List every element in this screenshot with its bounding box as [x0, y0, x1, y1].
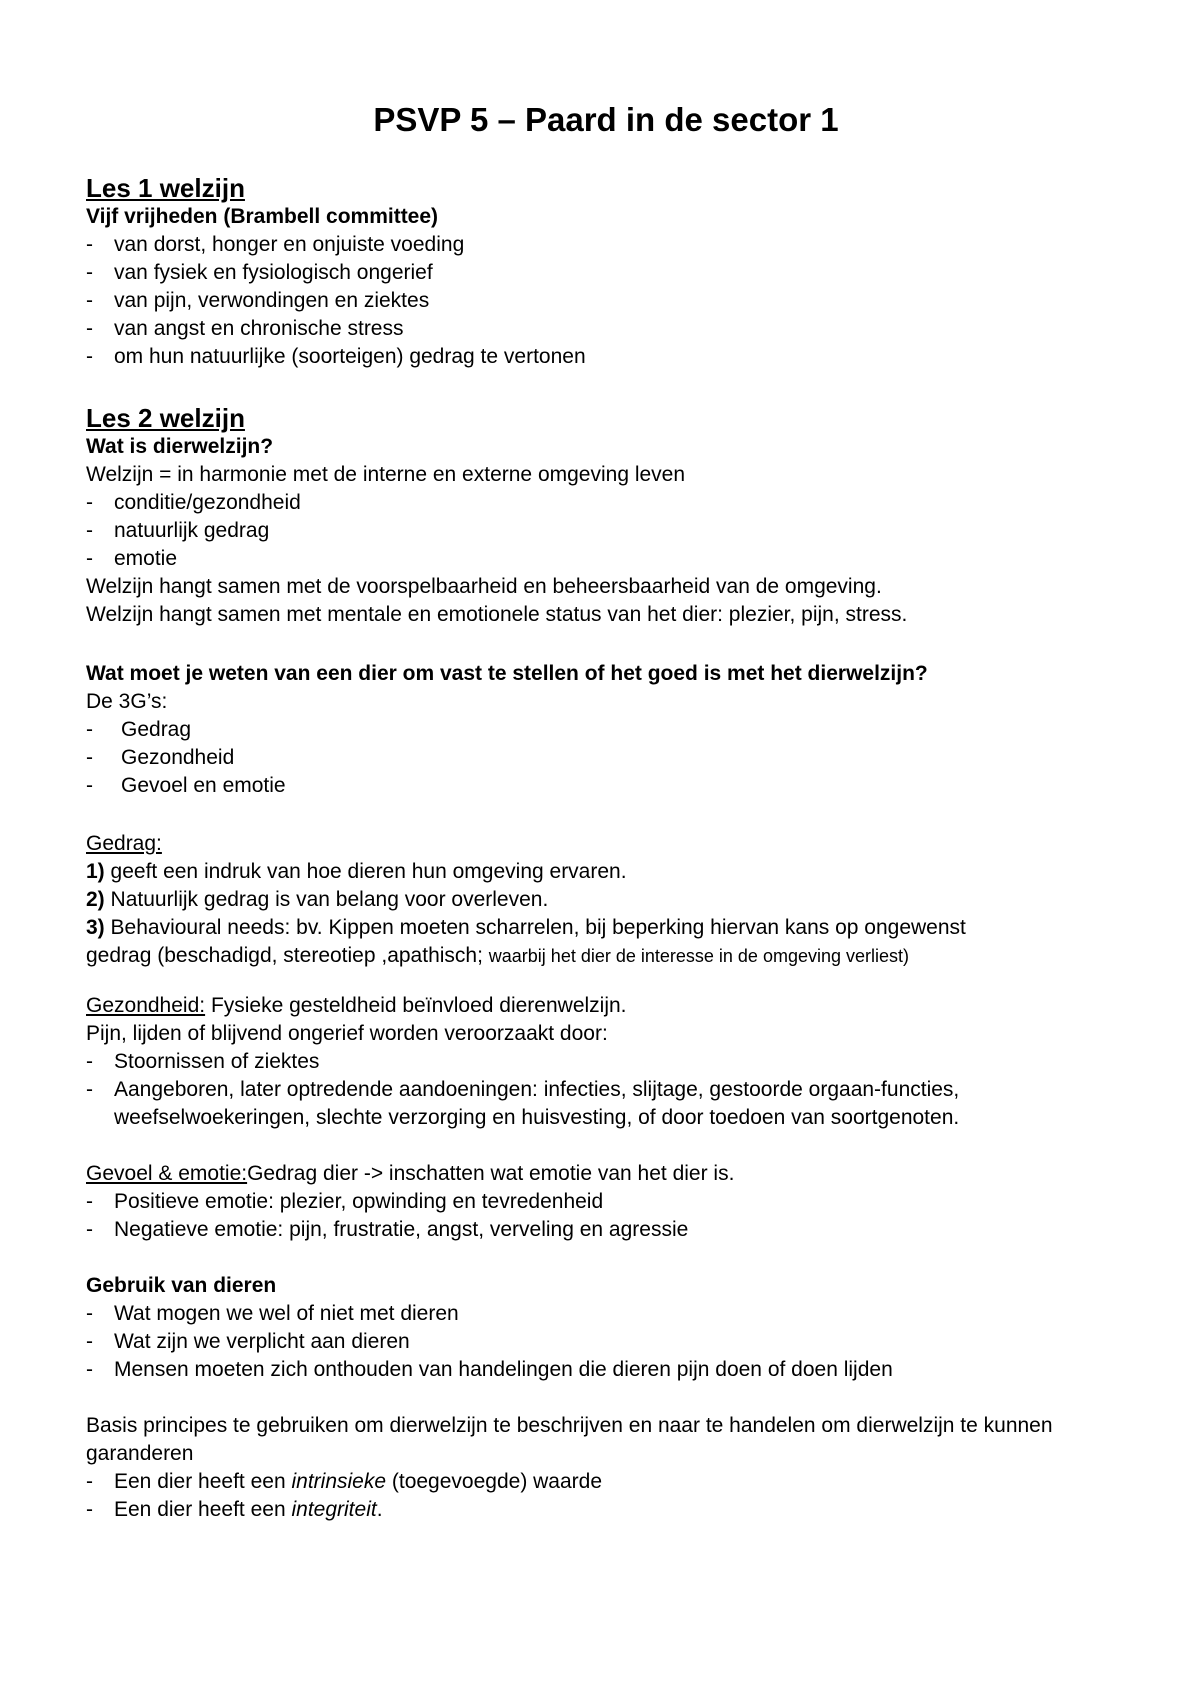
les2-subheading: Wat is dierwelzijn? — [86, 435, 274, 458]
section-gevoel — [86, 1160, 1126, 1244]
gezondheid-label: Gezondheid: — [86, 994, 206, 1017]
question-intro: De 3G’s: — [86, 690, 168, 713]
list-item: - van fysiek en fysiologisch ongerief — [86, 261, 433, 284]
basis-text: Basis principes te gebruiken om dierwelzijn te beschrijven en naar te handelen om dierwelzijn te kunnen garanderen — [86, 1414, 1053, 1465]
welzijn-line-2: Welzijn hangt samen met mentale en emotionele status van het dier: plezier, pijn, stress. — [86, 603, 908, 626]
list-item: - Stoornissen of ziektes — [86, 1050, 320, 1073]
list-item: - Wat zijn we verplicht aan dieren — [86, 1330, 410, 1353]
les1-heading: Les 1 welzijn — [86, 173, 245, 203]
list-item: - van dorst, honger en onjuiste voeding — [86, 233, 465, 256]
gedrag-point-3: 3) Behavioural needs: bv. Kippen moeten scharrelen, bij beperking hiervan kans op ongewenst — [86, 916, 966, 939]
les2-heading: Les 2 welzijn — [86, 403, 245, 433]
list-item: - Gedrag — [86, 718, 192, 741]
gedrag-point-2: 2) Natuurlijk gedrag is van belang voor overleven. — [86, 888, 549, 911]
welzijn-line-1: Welzijn hangt samen met de voorspelbaarheid en beheersbaarheid van de omgeving. — [86, 575, 882, 598]
gedrag-point-3-cont: gedrag (beschadigd, stereotiep ,apathisch; waarbij het dier de interesse in de omgeving verliest) — [86, 944, 909, 967]
gedrag-label: Gedrag: — [86, 832, 162, 855]
section-gedrag — [86, 830, 1126, 970]
list-item: - van angst en chronische stress — [86, 317, 404, 340]
list-item: - Negatieve emotie: pijn, frustratie, angst, verveling en agressie — [86, 1218, 689, 1241]
list-item: - Wat mogen we wel of niet met dieren — [86, 1302, 459, 1325]
gedrag-point-1: 1) geeft een indruk van hoe dieren hun omgeving ervaren. — [86, 860, 627, 883]
list-item: - Gevoel en emotie — [86, 774, 286, 797]
section-3g — [86, 660, 1126, 800]
list-item: - Positieve emotie: plezier, opwinding en tevredenheid — [86, 1190, 604, 1213]
section-les2 — [86, 403, 1126, 629]
section-gebruik — [86, 1272, 1126, 1384]
gebruik-heading: Gebruik van dieren — [86, 1274, 277, 1297]
list-item: - van pijn, verwondingen en ziektes — [86, 289, 430, 312]
gedrag-label-line — [86, 830, 1126, 858]
page-title: PSVP 5 – Paard in de sector 1 — [373, 101, 839, 138]
list-item: - Gezondheid — [86, 746, 235, 769]
gezondheid-line-2: Pijn, lijden of blijvend ongerief worden veroorzaakt door: — [86, 1022, 608, 1045]
list-item: - natuurlijk gedrag — [86, 519, 270, 542]
list-item: - Mensen moeten zich onthouden van handelingen die dieren pijn doen of doen lijden — [86, 1358, 893, 1381]
section-les1 — [86, 173, 1126, 371]
list-item: - Een dier heeft een intrinsieke (toegevoegde) waarde — [86, 1470, 603, 1493]
welzijn-definition: Welzijn = in harmonie met de interne en externe omgeving leven — [86, 463, 686, 486]
gevoel-line: Gevoel & emotie:Gedrag dier -> inschatten wat emotie van het dier is. — [86, 1162, 735, 1185]
list-item: - Een dier heeft een integriteit. — [86, 1498, 383, 1521]
gevoel-label: Gevoel & emotie: — [86, 1162, 248, 1185]
list-item: - conditie/gezondheid — [86, 491, 301, 514]
question-heading: Wat moet je weten van een dier om vast te stellen of het goed is met het dierwelzijn? — [86, 662, 928, 685]
gezondheid-line: Gezondheid: Fysieke gesteldheid beïnvloed dierenwelzijn. — [86, 994, 627, 1017]
list-item: - Aangeboren, later optredende aandoeningen: infecties, slijtage, gestoorde orgaan-functies, weefselwoekeringen, slechte verzorging en huisvesting, of door toedoen van soortgenoten. — [86, 1078, 960, 1129]
list-item: - emotie — [86, 547, 178, 570]
les1-subheading: Vijf vrijheden (Brambell committee) — [86, 205, 439, 228]
list-item: - om hun natuurlijke (soorteigen) gedrag te vertonen — [86, 345, 586, 368]
section-basis — [86, 1412, 1126, 1524]
section-gezondheid — [86, 992, 1126, 1132]
